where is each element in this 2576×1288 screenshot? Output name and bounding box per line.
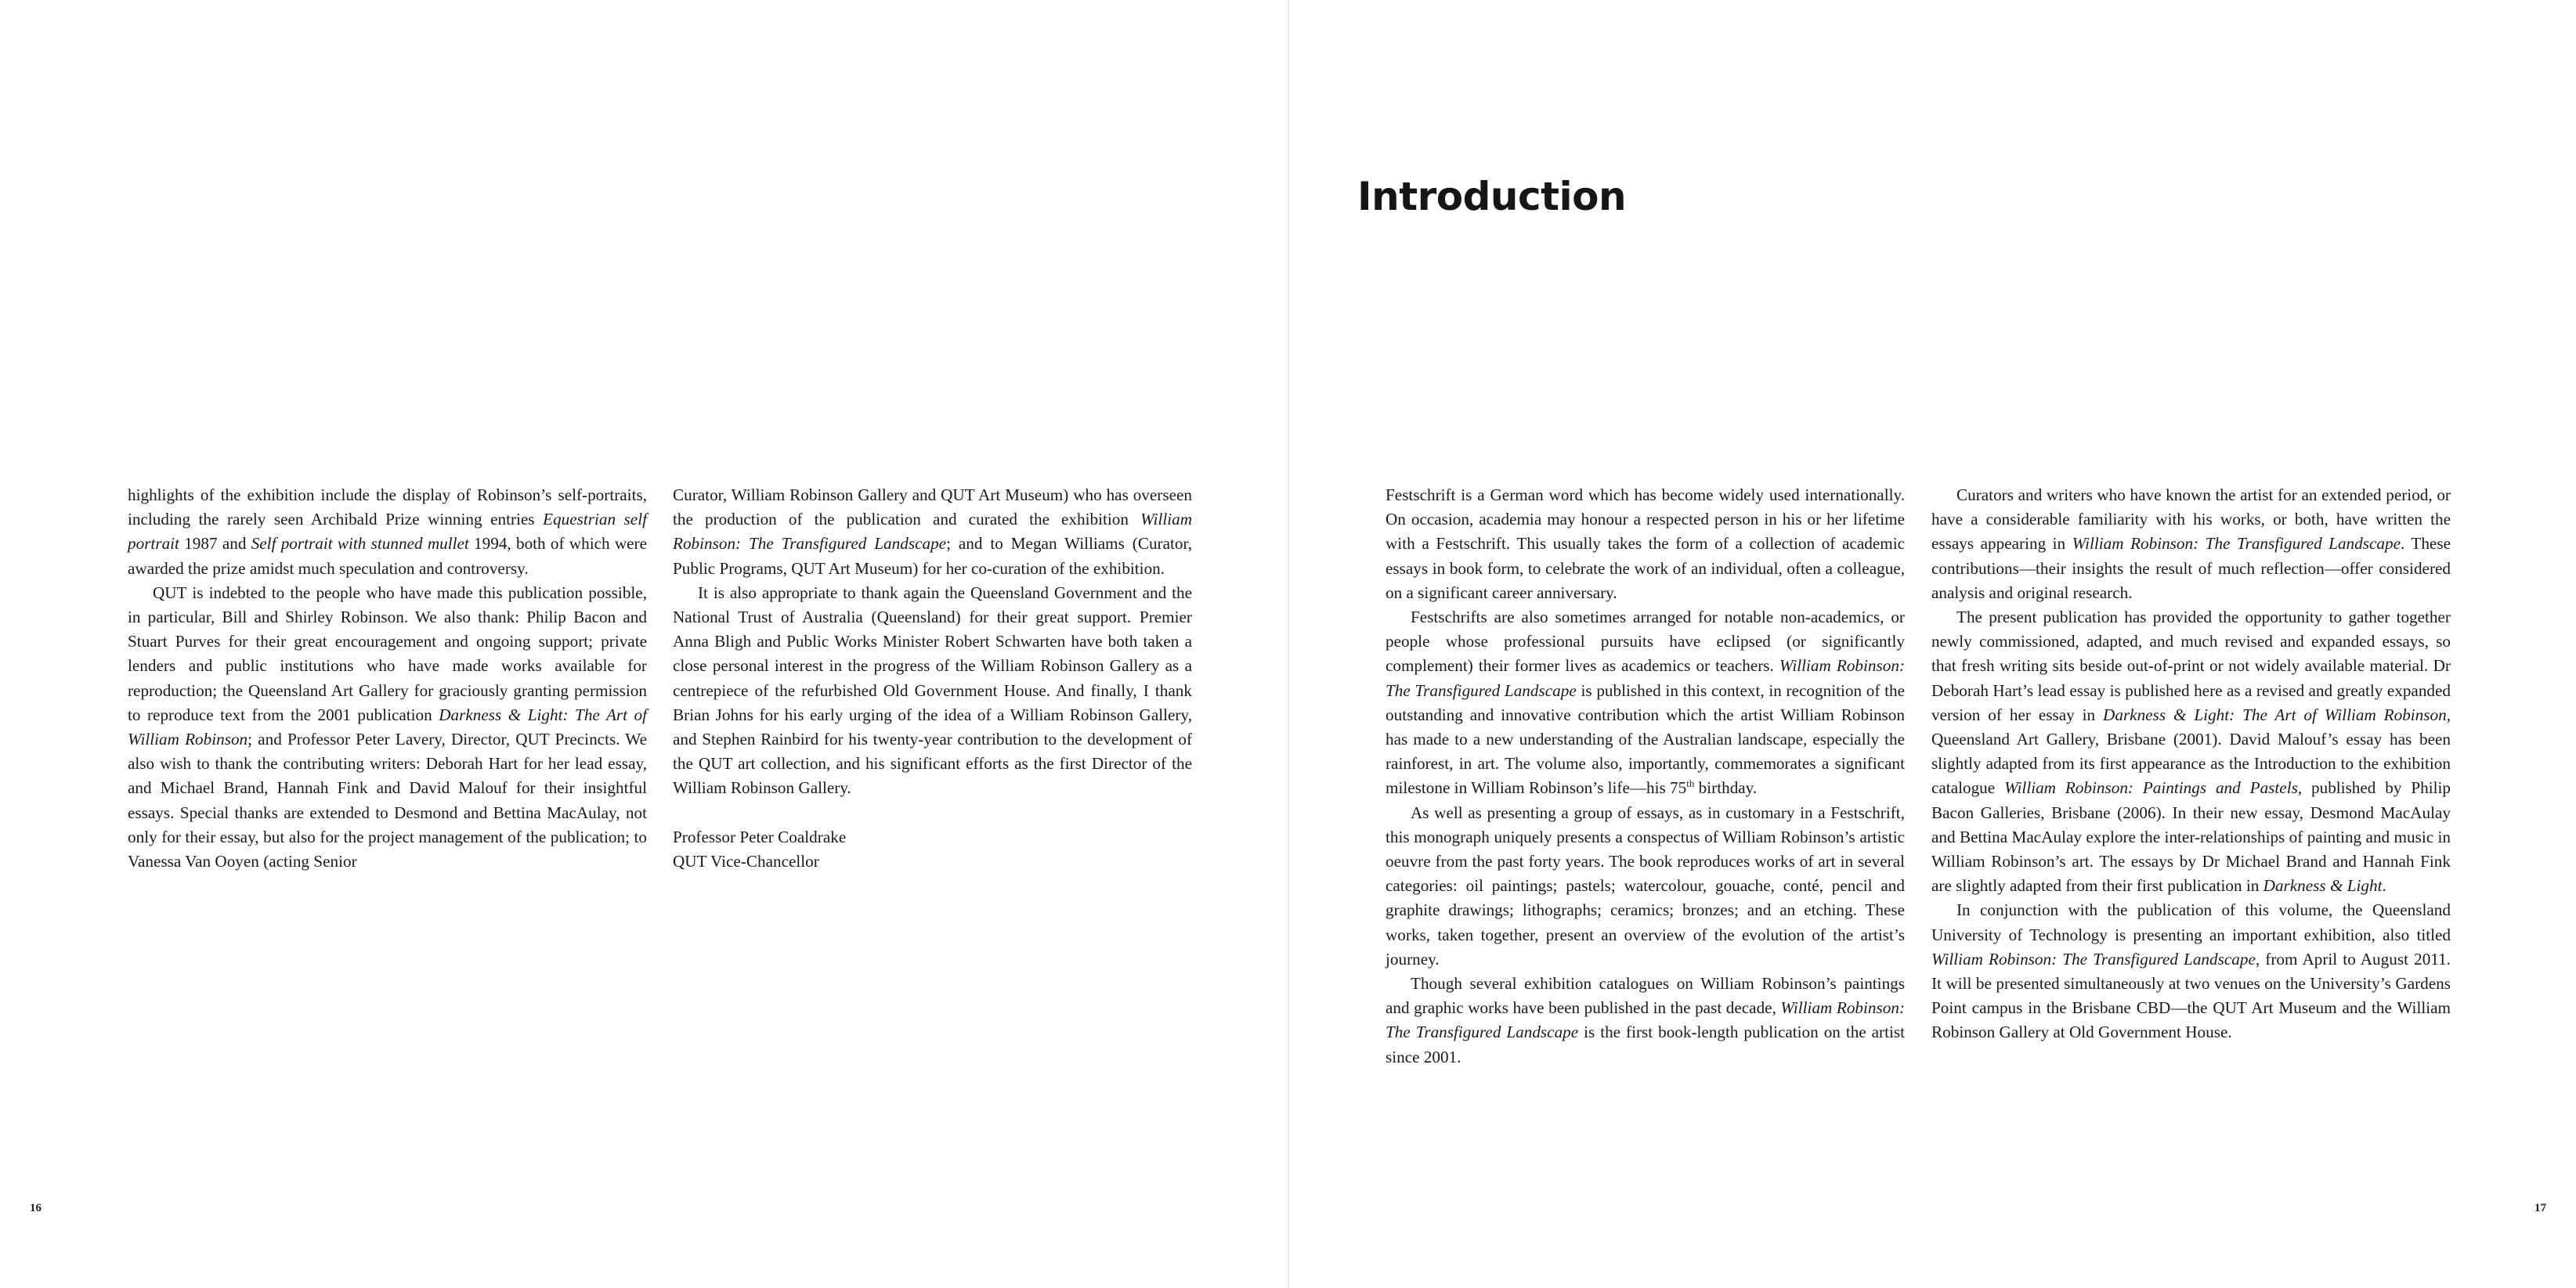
left-page-column-2 xyxy=(673,483,1192,874)
signature-role: QUT Vice-Chancellor xyxy=(673,852,819,871)
paragraph: The present publication has provided the opportunity to gather together newly commissioned, adapted, and much revised and expanded essays, so that fresh writing sits beside out-of-print or not widely available material. Dr Deborah Hart’s lead essay is published here as a revised and greatly expanded version of her essay in Darkness & Light: The Art of William Robinson, Queensland Art Gallery, Brisbane (2001). David Malouf’s essay has been slightly adapted from its first appearance as the Introduction to the exhibition catalogue William Robinson: Paintings and Pastels, published by Philip Bacon Galleries, Brisbane (2006). In their new essay, Desmond MacAulay and Bettina MacAulay explore the inter-relationships of painting and music in William Robinson’s art. The essays by Dr Michael Brand and Hannah Fink are slightly adapted from their first publication in Darkness & Light. xyxy=(1931,608,2451,896)
paragraph: highlights of the exhibition include the display of Robinson’s self-portraits, including the rarely seen Archibald Prize winning entries Equestrian self portrait 1987 and Self portrait with stunned mullet 1994, both of which were awarded the prize amidst much speculation and controversy. xyxy=(128,485,648,578)
right-page-column-1 xyxy=(1386,483,1905,1070)
paragraph: Curators and writers who have known the artist for an extended period, or have a considerable familiarity with his works, or both, have written the essays appearing in William Robinson: The Transfigured Landscape. These contributions—their insights the result of much reflection—offer considered analysis and original research. xyxy=(1931,485,2451,602)
spread-gutter xyxy=(1288,0,1289,1288)
right-page-column-2 xyxy=(1931,483,2451,1045)
paragraph: It is also appropriate to thank again the Queensland Government and the National Trust of Australia (Queensland) for their great support. Premier Anna Bligh and Public Works Minister Robert Schwarten have both taken a close personal interest in the progress of the William Robinson Gallery as a centrepiece of the refurbished Old Government House. And finally, I thank Brian Johns for his early urging of the idea of a William Robinson Gallery, and Stephen Rainbird for his twenty-year contribution to the development of the QUT art collection, and his significant efforts as the first Director of the William Robinson Gallery. xyxy=(673,583,1192,798)
paragraph: As well as presenting a group of essays, as in customary in a Festschrift, this monograph uniquely presents a conspectus of William Robinson’s artistic oeuvre from the past forty years. The book reproduces works of art in several categories: oil paintings; pastels; watercolour, gouache, conté, pencil and graphite drawings; lithographs; ceramics; bronzes; and an etching. These works, taken together, present an overview of the evolution of the artist’s journey. xyxy=(1386,803,1905,969)
paragraph: Curator, William Robinson Gallery and QUT Art Museum) who has overseen the production of the publication and curated the exhibition William Robinson: The Transfigured Landscape; and to Megan Williams (Curator, Public Programs, QUT Art Museum) for her co-curation of the exhibition. xyxy=(673,485,1192,578)
left-page-column-2-body xyxy=(673,483,1192,801)
section-heading: Introduction xyxy=(1357,174,1627,219)
paragraph: Though several exhibition catalogues on William Robinson’s paintings and graphic works have been published in the past decade, William Robinson: The Transfigured Landscape is the first book-length publication on the artist since 2001. xyxy=(1386,974,1906,1066)
paragraph: Festschrifts are also sometimes arranged for notable non-academics, or people whose professional pursuits have eclipsed (or significantly complement) their former lives as academics or teachers. William Robinson: The Transfigured Landscape is published in this context, in recognition of the outstanding and innovative contribution which the artist William Robinson has made to a new understanding of the Australian landscape, especially the rainforest, in art. The volume also, importantly, commemorates a significant milestone in William Robinson’s life—his 75th birthday. xyxy=(1386,608,1906,798)
paragraph: Festschrift is a German word which has become widely used internationally. On occasion, academia may honour a respected person in his or her lifetime with a Festschrift. This usually takes the form of a collection of academic essays in book form, to celebrate the work of an individual, often a colleague, on a significant career anniversary. xyxy=(1386,485,1905,602)
left-page-column-1 xyxy=(128,483,647,874)
signature-name: Professor Peter Coaldrake xyxy=(673,827,847,846)
paragraph: In conjunction with the publication of this volume, the Queensland University of Technology is presenting an important exhibition, also titled William Robinson: The Transfigured Landscape, from April to August 2011. It will be presented simultaneously at two venues on the University’s Gardens Point campus in the Brisbane CBD—the QUT Art Museum and the William Robinson Gallery at Old Government House. xyxy=(1931,900,2451,1042)
signature-block xyxy=(673,825,1192,874)
page-number-left: 16 xyxy=(30,1202,42,1214)
paragraph: QUT is indebted to the people who have made this publication possible, in particular, Bill and Shirley Robinson. We also thank: Philip Bacon and Stuart Purves for their great encouragement and ongoing support; private lenders and public institutions who have made works available for reproduction; the Queensland Art Gallery for graciously granting permission to reproduce text from the 2001 publication Darkness & Light: The Art of William Robinson; and Professor Peter Lavery, Director, QUT Precincts. We also wish to thank the contributing writers: Deborah Hart for her lead essay, and Michael Brand, Hannah Fink and David Malouf for their insightful essays. Special thanks are extended to Desmond and Bettina MacAulay, not only for their essay, but also for the project management of the publication; to Vanessa Van Ooyen (acting Senior xyxy=(128,583,648,871)
page-number-right: 17 xyxy=(2534,1202,2546,1214)
